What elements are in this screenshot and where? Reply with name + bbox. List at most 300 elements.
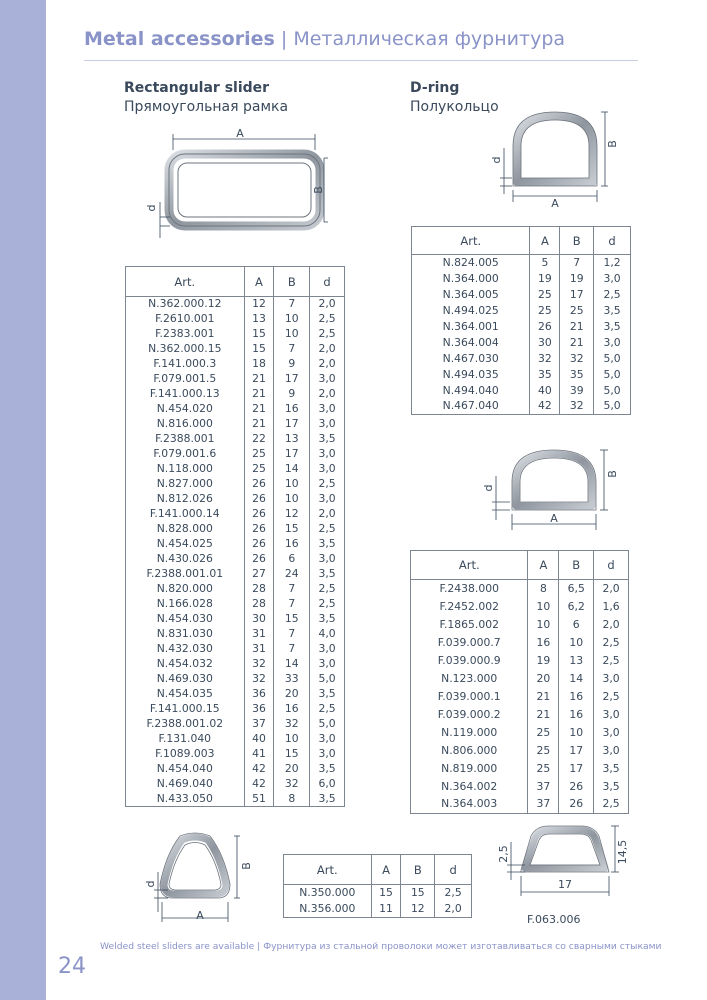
table-cell: 3,0: [594, 724, 629, 742]
triangle-table: [283, 854, 472, 918]
table-row: [126, 357, 345, 372]
table-cell: 25: [528, 742, 559, 760]
table-cell: 31: [244, 642, 274, 657]
table-cell: 21: [244, 372, 274, 387]
dring2-drawing: [480, 440, 620, 532]
table-cell: 10: [559, 724, 594, 742]
table-cell: 2,0: [310, 297, 345, 312]
table-cell: 3,5: [310, 792, 345, 807]
footer-note: Welded steel sliders are available | Фурнитура из стальной проволоки может изготавливаться со сварными стыками: [100, 941, 662, 952]
table-cell: 15: [244, 327, 274, 342]
table-cell: 21: [244, 402, 274, 417]
table-cell: 10: [274, 732, 310, 747]
table-cell: F.2388.001.02: [126, 717, 245, 732]
table-cell: 10: [274, 327, 310, 342]
table-cell: 7: [274, 627, 310, 642]
table-cell: N.469.030: [126, 672, 245, 687]
table-cell: 21: [244, 417, 274, 432]
table-cell: 22: [244, 432, 274, 447]
dring-dim-d: d: [490, 156, 503, 164]
table-row: [126, 762, 345, 777]
table-cell: 10: [559, 634, 594, 652]
table-cell: 37: [528, 796, 559, 814]
table-row: [126, 522, 345, 537]
dring-shape: [517, 116, 593, 182]
table-cell: N.432.030: [126, 642, 245, 657]
table-cell: N.119.000: [411, 724, 528, 742]
table-cell: 2,0: [310, 387, 345, 402]
table-row: [412, 319, 631, 335]
table-row: [126, 537, 345, 552]
table-row: [411, 634, 629, 652]
table-row: [411, 688, 629, 706]
table-cell: N.494.040: [412, 383, 530, 399]
table-cell: F.141.000.14: [126, 507, 245, 522]
table-cell: 10: [528, 598, 559, 616]
table-cell: 7: [560, 255, 594, 271]
table-cell: 8: [274, 792, 310, 807]
table-row: [411, 760, 629, 778]
table-cell: 26: [244, 537, 274, 552]
col-header: d: [594, 227, 631, 255]
dring-dim-a: A: [551, 197, 559, 210]
table-cell: F.141.000.15: [126, 702, 245, 717]
table-cell: 2,5: [310, 582, 345, 597]
slider-shape: [169, 154, 320, 226]
col-header: Art.: [284, 855, 372, 885]
table-cell: N.454.020: [126, 402, 245, 417]
table-cell: 17: [274, 372, 310, 387]
table-cell: 16: [274, 702, 310, 717]
table-cell: 25: [530, 303, 560, 319]
table-cell: 26: [559, 796, 594, 814]
table-cell: F.039.000.7: [411, 634, 528, 652]
table-cell: 31: [244, 627, 274, 642]
table-cell: 24: [274, 567, 310, 582]
f063-dim-h1: 2,5: [497, 845, 510, 863]
f063-shape: [525, 830, 605, 868]
table-cell: 19: [560, 271, 594, 287]
table-cell: 3,0: [310, 372, 345, 387]
table-cell: 15: [371, 885, 401, 902]
table-cell: N.364.004: [412, 335, 530, 351]
f063-dim-h2: 14,5: [616, 839, 629, 865]
table-cell: 3,5: [310, 432, 345, 447]
table-cell: 7: [274, 582, 310, 597]
table-cell: 3,5: [594, 303, 631, 319]
table-cell: 5,0: [594, 383, 631, 399]
table-cell: 3,5: [594, 319, 631, 335]
table-cell: 20: [274, 687, 310, 702]
table-cell: 7: [274, 597, 310, 612]
table-cell: N.362.000.15: [126, 342, 245, 357]
table-cell: 5,0: [310, 717, 345, 732]
table-cell: 3,5: [594, 760, 629, 778]
table-cell: F.2452.002: [411, 598, 528, 616]
table-cell: N.806.000: [411, 742, 528, 760]
table-cell: 3,0: [310, 492, 345, 507]
triangle-dim-a: A: [196, 909, 204, 922]
table-cell: N.454.035: [126, 687, 245, 702]
col-header: B: [560, 227, 594, 255]
table-cell: 2,5: [310, 477, 345, 492]
table-cell: N.820.000: [126, 582, 245, 597]
table-cell: 6: [274, 552, 310, 567]
table-cell: 16: [559, 706, 594, 724]
table-row: [411, 598, 629, 616]
table-cell: 12: [401, 901, 435, 918]
table-cell: 3,5: [310, 687, 345, 702]
table-cell: 3,0: [310, 417, 345, 432]
table-cell: 32: [274, 717, 310, 732]
table-cell: 30: [244, 612, 274, 627]
table-row: [284, 901, 472, 918]
table-cell: 41: [244, 747, 274, 762]
col-header: d: [310, 267, 345, 297]
table-cell: N.494.035: [412, 367, 530, 383]
table-cell: 13: [559, 652, 594, 670]
table-cell: 2,0: [594, 580, 629, 598]
table-cell: 6,2: [559, 598, 594, 616]
table-cell: 2,5: [310, 522, 345, 537]
table-cell: F.141.000.13: [126, 387, 245, 402]
table-cell: N.364.001: [412, 319, 530, 335]
table-cell: 17: [559, 760, 594, 778]
table-cell: 3,0: [594, 335, 631, 351]
table-cell: N.831.030: [126, 627, 245, 642]
table-row: [126, 492, 345, 507]
table-cell: 15: [274, 522, 310, 537]
page-number: 24: [58, 954, 86, 979]
table-cell: 2,5: [594, 634, 629, 652]
table-row: [126, 447, 345, 462]
slider-title-ru: Прямоугольная рамка: [124, 99, 289, 115]
table-row: [412, 399, 631, 415]
table-row: [411, 724, 629, 742]
table-cell: 3,5: [310, 537, 345, 552]
table-row: [126, 297, 345, 312]
header-title-en: Metal accessories: [84, 28, 275, 50]
table-row: [126, 387, 345, 402]
table-cell: F.039.000.2: [411, 706, 528, 724]
table-row: [126, 702, 345, 717]
table-cell: 2,5: [310, 327, 345, 342]
col-header: B: [559, 551, 594, 580]
table-row: [126, 462, 345, 477]
table-cell: 26: [244, 552, 274, 567]
table-cell: 7: [274, 642, 310, 657]
table-cell: 9: [274, 357, 310, 372]
table-cell: N.819.000: [411, 760, 528, 778]
table-cell: N.166.028: [126, 597, 245, 612]
table-cell: 26: [559, 778, 594, 796]
table-row: [126, 672, 345, 687]
dring-table: [411, 226, 631, 415]
table-cell: N.828.000: [126, 522, 245, 537]
col-header: A: [528, 551, 559, 580]
col-header: A: [371, 855, 401, 885]
table-cell: 25: [244, 462, 274, 477]
triangle-dim-b: B: [240, 862, 253, 870]
table-cell: 32: [244, 657, 274, 672]
table-row: [411, 652, 629, 670]
table-cell: 3,0: [594, 706, 629, 724]
table-cell: 3,0: [310, 447, 345, 462]
dring2-dim-d: d: [482, 484, 495, 492]
table-row: [126, 327, 345, 342]
table-cell: 32: [274, 777, 310, 792]
table-cell: F.2383.001: [126, 327, 245, 342]
table-cell: 17: [274, 417, 310, 432]
table-cell: 14: [274, 462, 310, 477]
table-cell: 6,5: [559, 580, 594, 598]
header-separator: |: [280, 28, 288, 50]
table-cell: 6: [559, 616, 594, 634]
table-cell: N.454.025: [126, 537, 245, 552]
table-cell: 2,0: [435, 901, 472, 918]
table-cell: 1,2: [594, 255, 631, 271]
table-cell: 26: [244, 522, 274, 537]
table-cell: 5,0: [594, 367, 631, 383]
table-cell: F.079.001.6: [126, 447, 245, 462]
table-row: [126, 732, 345, 747]
table-cell: 10: [274, 477, 310, 492]
table-row: [412, 255, 631, 271]
table-cell: 36: [244, 687, 274, 702]
table-row: [412, 383, 631, 399]
table-cell: 17: [560, 287, 594, 303]
slider-dim-d: d: [145, 204, 158, 212]
table-cell: 9: [274, 387, 310, 402]
table-cell: 3,5: [310, 612, 345, 627]
table-cell: 32: [244, 672, 274, 687]
dring2-dim-b: B: [606, 470, 619, 478]
table-cell: N.356.000: [284, 901, 372, 918]
table-cell: 3,0: [310, 462, 345, 477]
dring2-shape: [516, 454, 592, 506]
table-cell: F.039.000.1: [411, 688, 528, 706]
table-cell: N.123.000: [411, 670, 528, 688]
table-cell: 16: [559, 688, 594, 706]
table-cell: 21: [560, 319, 594, 335]
slider-section-title: [124, 79, 288, 117]
table-row: [126, 747, 345, 762]
table-cell: N.362.000.12: [126, 297, 245, 312]
col-header: A: [530, 227, 560, 255]
table-cell: 3,0: [310, 747, 345, 762]
dring-title-ru: Полукольцо: [410, 99, 499, 115]
table-cell: 15: [274, 612, 310, 627]
table-cell: 15: [401, 885, 435, 902]
table-row: [126, 582, 345, 597]
table-cell: 40: [244, 732, 274, 747]
triangle-drawing: [140, 832, 255, 924]
table-cell: 2,5: [310, 312, 345, 327]
col-header: Art.: [126, 267, 245, 297]
table-cell: N.350.000: [284, 885, 372, 902]
table-cell: 16: [528, 634, 559, 652]
table-cell: 15: [244, 342, 274, 357]
triangle-dim-d: d: [144, 880, 157, 888]
table-cell: 21: [528, 688, 559, 706]
table-cell: 10: [274, 492, 310, 507]
table-cell: 18: [244, 357, 274, 372]
table-cell: 3,5: [310, 567, 345, 582]
table-cell: 42: [244, 762, 274, 777]
table-cell: 2,5: [594, 287, 631, 303]
table-cell: 26: [244, 477, 274, 492]
dring-drawing: [490, 108, 620, 208]
slider-table: [125, 266, 345, 807]
table-cell: 42: [244, 777, 274, 792]
table-cell: 10: [274, 312, 310, 327]
table-cell: 11: [371, 901, 401, 918]
table-cell: 20: [528, 670, 559, 688]
table-cell: 25: [528, 724, 559, 742]
table-cell: N.824.005: [412, 255, 530, 271]
table-row: [411, 706, 629, 724]
col-header: d: [594, 551, 629, 580]
table-row: [411, 580, 629, 598]
table-cell: 37: [528, 778, 559, 796]
table-cell: 2,5: [310, 702, 345, 717]
slider-dim-a: A: [236, 127, 244, 140]
table-cell: 8: [528, 580, 559, 598]
table-cell: 30: [530, 335, 560, 351]
table-cell: N.467.030: [412, 351, 530, 367]
table-cell: 17: [559, 742, 594, 760]
table-row: [412, 271, 631, 287]
table-cell: 32: [530, 351, 560, 367]
table-cell: 51: [244, 792, 274, 807]
table-row: [126, 717, 345, 732]
table-cell: 5: [530, 255, 560, 271]
table-cell: 3,5: [594, 778, 629, 796]
table-cell: 35: [560, 367, 594, 383]
table-row: [411, 670, 629, 688]
col-header: A: [244, 267, 274, 297]
table-cell: 15: [274, 747, 310, 762]
table-cell: 21: [244, 387, 274, 402]
table-cell: 33: [274, 672, 310, 687]
table-cell: 42: [530, 399, 560, 415]
table-cell: 2,0: [310, 507, 345, 522]
table-cell: F.039.000.9: [411, 652, 528, 670]
table-row: [126, 792, 345, 807]
table-row: [126, 417, 345, 432]
dring2-table: [410, 550, 629, 814]
table-cell: 20: [274, 762, 310, 777]
dring-section-title: [410, 79, 499, 117]
table-row: [411, 778, 629, 796]
table-row: [126, 687, 345, 702]
table-cell: N.454.030: [126, 612, 245, 627]
table-cell: 32: [560, 399, 594, 415]
dring-title-en: D-ring: [410, 80, 460, 96]
table-cell: N.430.026: [126, 552, 245, 567]
slider-drawing: [140, 126, 340, 241]
table-row: [412, 303, 631, 319]
table-cell: N.812.026: [126, 492, 245, 507]
table-cell: 28: [244, 582, 274, 597]
table-row: [412, 335, 631, 351]
table-row: [412, 367, 631, 383]
table-cell: 10: [528, 616, 559, 634]
col-header: Art.: [412, 227, 530, 255]
table-cell: 4,0: [310, 627, 345, 642]
col-header: B: [401, 855, 435, 885]
table-cell: N.467.040: [412, 399, 530, 415]
table-cell: 6,0: [310, 777, 345, 792]
table-row: [126, 642, 345, 657]
table-cell: 2,5: [594, 796, 629, 814]
table-cell: F.2388.001.01: [126, 567, 245, 582]
table-cell: N.364.000: [412, 271, 530, 287]
table-cell: 21: [560, 335, 594, 351]
table-cell: 2,5: [594, 652, 629, 670]
table-cell: 25: [530, 287, 560, 303]
col-header: Art.: [411, 551, 528, 580]
table-cell: N.494.025: [412, 303, 530, 319]
table-cell: 26: [244, 492, 274, 507]
table-cell: 27: [244, 567, 274, 582]
page-header: [84, 28, 565, 50]
table-cell: 37: [244, 717, 274, 732]
table-cell: 25: [244, 447, 274, 462]
table-cell: F.131.040: [126, 732, 245, 747]
table-cell: 3,0: [310, 642, 345, 657]
table-cell: N.364.005: [412, 287, 530, 303]
table-cell: 2,0: [310, 357, 345, 372]
table-row: [126, 627, 345, 642]
table-cell: F.2388.001: [126, 432, 245, 447]
table-cell: 3,0: [310, 732, 345, 747]
table-cell: 3,5: [310, 762, 345, 777]
table-cell: 26: [530, 319, 560, 335]
f063-dim-w: 17: [558, 878, 572, 891]
table-cell: 39: [560, 383, 594, 399]
table-row: [126, 312, 345, 327]
table-row: [126, 777, 345, 792]
table-row: [126, 507, 345, 522]
table-cell: 3,0: [310, 402, 345, 417]
table-cell: 12: [274, 507, 310, 522]
table-cell: N.118.000: [126, 462, 245, 477]
table-cell: 13: [274, 432, 310, 447]
table-cell: 2,0: [310, 342, 345, 357]
table-cell: 7: [274, 342, 310, 357]
table-cell: 1,6: [594, 598, 629, 616]
table-cell: 28: [244, 597, 274, 612]
table-cell: 16: [274, 402, 310, 417]
table-cell: 3,0: [594, 670, 629, 688]
table-cell: 32: [560, 351, 594, 367]
table-row: [284, 885, 472, 902]
table-cell: 21: [528, 706, 559, 724]
table-cell: 3,0: [310, 657, 345, 672]
dring-dim-b: B: [606, 140, 619, 148]
table-row: [126, 402, 345, 417]
slider-dim-b: B: [312, 186, 325, 194]
table-cell: 2,5: [435, 885, 472, 902]
slider-title-en: Rectangular slider: [124, 80, 270, 96]
col-header: B: [274, 267, 310, 297]
table-row: [126, 552, 345, 567]
table-cell: 19: [530, 271, 560, 287]
table-cell: 3,0: [310, 552, 345, 567]
table-cell: 35: [530, 367, 560, 383]
table-cell: N.364.003: [411, 796, 528, 814]
